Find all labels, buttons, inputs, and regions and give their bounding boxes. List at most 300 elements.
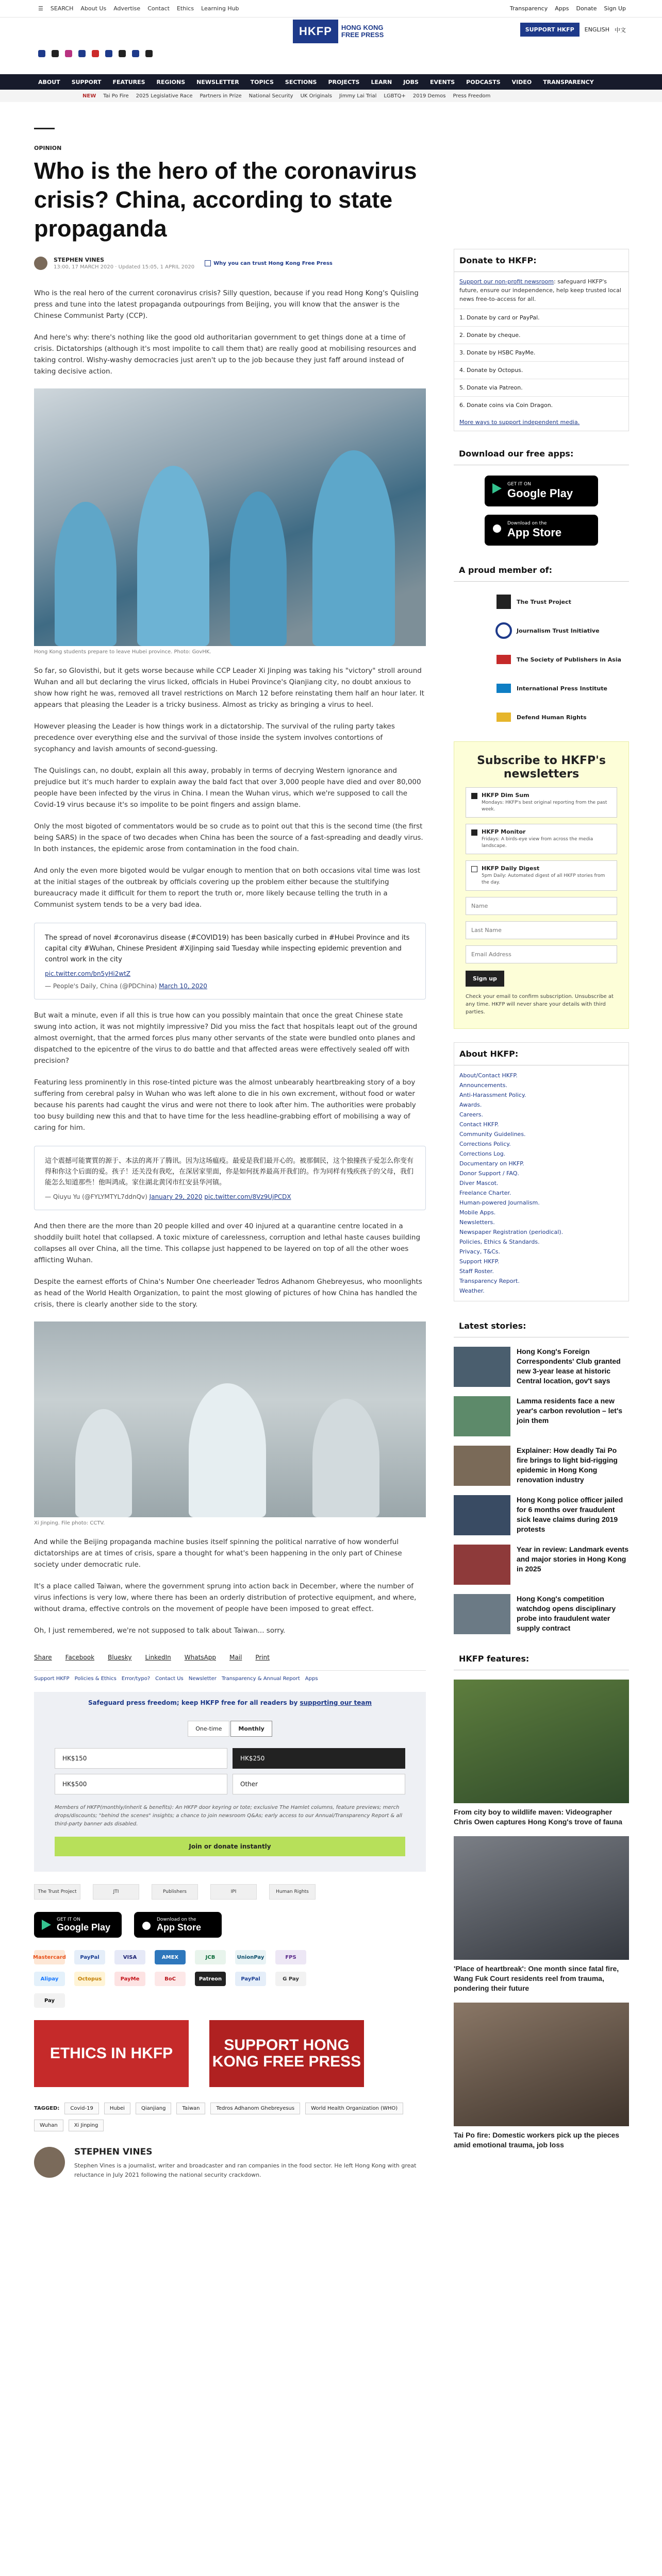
payment-logo: Pay xyxy=(34,1993,65,2008)
about-link[interactable]: Documentary on HKFP. xyxy=(459,1160,524,1167)
nav-learn[interactable]: LEARN xyxy=(371,78,392,86)
sidebar-donate xyxy=(454,249,629,431)
article-paragraph: The Quislings can, no doubt, explain all this away, probably in terms of decrying Western ignorance and prejudice but it's much harder to explain away the bald fact that over 3,000 people have died and over 80,000 people have been infected by the virus in China. I mean the Wuhan virus, which we're supposed to call the Covid-19 virus because it's so impolite to be point fingers and assign blame. xyxy=(34,767,421,809)
article-paragraph: However pleasing the Leader is how things work in a dictatorship. The survival of the ruling party takes precedence over everything else and the survival of those inside the system involves contortions of sycophancy and lavish amounts of second-guessing. xyxy=(34,722,395,753)
frequency-toggle xyxy=(55,1721,405,1737)
feature-title[interactable]: 'Place of heartbreak': One month since fatal fire, Wang Fuk Court residents reel from trauma, pondering their future xyxy=(454,1964,619,1992)
logo-mark: HKFP xyxy=(293,20,338,43)
photo-figure xyxy=(312,1399,379,1517)
checkbox[interactable] xyxy=(471,793,477,799)
top-link-ethics[interactable]: Ethics xyxy=(176,5,194,12)
top-link-about[interactable]: About Us xyxy=(80,5,107,12)
proud-label: The Society of Publishers in Asia xyxy=(517,656,621,663)
nav-events[interactable]: EVENTS xyxy=(429,78,455,86)
article-headline: Who is the hero of the coronavirus crisis? China, according to state propaganda xyxy=(34,158,417,242)
feature-title[interactable]: Tai Po fire: Domestic workers pick up the pieces amid emotional trauma, job loss xyxy=(454,2131,620,2149)
tag[interactable]: Tedros Adhanom Ghebreyesus xyxy=(210,2103,300,2114)
logo-line-1: HONG KONG xyxy=(341,24,384,31)
embedded-tweet[interactable] xyxy=(34,1146,426,1210)
share-bluesky[interactable]: Bluesky xyxy=(108,1654,132,1661)
share-whatsapp[interactable]: WhatsApp xyxy=(184,1654,216,1661)
amount-option[interactable]: HK$500 xyxy=(55,1774,227,1794)
apple-icon xyxy=(140,1919,153,1931)
payment-logo: Alipay xyxy=(34,1972,65,1986)
logo-jti[interactable]: JTI xyxy=(93,1884,139,1900)
checkbox[interactable] xyxy=(471,866,477,872)
about-title: About HKFP: xyxy=(454,1043,628,1065)
about-link[interactable]: Privacy, T&Cs. xyxy=(459,1248,501,1255)
payment-logo: Patreon xyxy=(195,1972,226,1986)
embedded-tweet[interactable] xyxy=(34,923,426,999)
tweet-source-row xyxy=(45,982,415,990)
nav-regions[interactable]: REGIONS xyxy=(156,78,186,86)
proud-item[interactable] xyxy=(495,622,629,639)
newsletter-title: Subscribe to HKFP's newsletters xyxy=(477,754,606,781)
photo-figure xyxy=(137,466,209,646)
newsletter-name: HKFP Monitor xyxy=(482,828,526,835)
jti-icon xyxy=(495,622,512,639)
donate-step[interactable]: 2. Donate by cheque. xyxy=(454,326,628,344)
publish-dates: 13:00, 17 MARCH 2020 · Updated 15:05, 1 APRIL 2020 xyxy=(54,264,195,270)
about-link[interactable]: Mobile Apps. xyxy=(459,1209,496,1216)
byline-text xyxy=(54,257,194,270)
newsletter-option[interactable] xyxy=(466,824,617,854)
linkedin-icon[interactable] xyxy=(78,50,86,57)
proud-label: Journalism Trust Initiative xyxy=(517,627,600,634)
proud-item[interactable] xyxy=(495,680,629,697)
about-link[interactable]: Corrections Policy. xyxy=(459,1141,511,1147)
tag[interactable]: Xi Jinping xyxy=(69,2120,104,2131)
sidebar xyxy=(454,249,629,2150)
donate-intro-text: : safeguard HKFP's future, ensure our independence, help keep trusted local news free-to-access for all. xyxy=(459,278,621,302)
article-paragraph: Only the most bigoted of commentators would be so crude as to point out that this is the second time (the first being SARS) in the space of two decades when China has been the source of a fast-spreading and deadly virus. In both instances, the epidemic arose from contamination in the food chain. xyxy=(34,822,423,853)
header-actions xyxy=(520,23,626,37)
ethics-banner[interactable]: ETHICS IN HKFP xyxy=(34,2020,189,2087)
newsletter-desc: Fridays: A birds-eye view from across the media landscape. xyxy=(482,837,593,849)
story-thumbnail[interactable] xyxy=(454,1495,510,1535)
logo-human-rights[interactable]: Human Rights xyxy=(269,1884,316,1900)
payment-logo: PayMe xyxy=(114,1972,145,1986)
nav-topics[interactable]: TOPICS xyxy=(250,78,274,86)
sidebar-member-of xyxy=(454,559,629,726)
latest-story[interactable] xyxy=(454,1396,629,1436)
author-avatar[interactable] xyxy=(34,257,47,270)
search-link[interactable]: SEARCH xyxy=(50,5,74,12)
store-label: Google Play xyxy=(57,1922,111,1933)
google-play-button[interactable] xyxy=(34,1912,122,1938)
proud-label: Defend Human Rights xyxy=(517,714,587,721)
store-small-label: GET IT ON xyxy=(57,1917,80,1922)
google-play-icon xyxy=(491,482,503,495)
feature-image[interactable] xyxy=(454,1836,629,1960)
footer-link[interactable]: Policies & Ethics xyxy=(74,1676,117,1682)
social-icons xyxy=(0,43,153,64)
about-link[interactable]: Announcements. xyxy=(459,1082,507,1089)
google-play-icon xyxy=(40,1919,53,1931)
sidebar-latest xyxy=(454,1315,629,1634)
logo-publishers[interactable]: Publishers xyxy=(152,1884,198,1900)
tag[interactable]: Qianjiang xyxy=(136,2103,172,2114)
tweet-text: The spread of novel #coronavirus disease (#COVID19) has been basically curbed in #Hubei Province and its capital city #Wuhan, Chinese President #XiJinping said Tuesday while inspecting epidemic prevention and control work in the city xyxy=(45,934,410,963)
proud-item[interactable] xyxy=(495,708,629,726)
about-link[interactable]: Contact HKFP. xyxy=(459,1121,499,1128)
site-logo[interactable] xyxy=(289,18,388,45)
article-paragraph: Oh, I just remembered, we're not supposed to talk about Taiwan... sorry. xyxy=(34,1626,286,1635)
store-label: App Store xyxy=(157,1922,202,1933)
photo-figure xyxy=(55,502,117,646)
donate-step[interactable]: 4. Donate by Octopus. xyxy=(454,361,628,379)
article-paragraph: Featuring less prominently in this rose-tinted picture was the almost unbearably heartbreaking story of a boy suffering from cerebral palsy in Wuhan who was left alone to die in his own excrement, without food or water because his parents had caught the virus and were not there to look after him. The authorities were probably too busy building new this and that to have time for the less headline-grabbing effort of mobilising a way of caring for him. xyxy=(34,1078,416,1132)
newsletter-option-text xyxy=(482,865,611,886)
logo-ipi[interactable]: IPI xyxy=(210,1884,257,1900)
tag[interactable]: Covid-19 xyxy=(64,2103,98,2114)
payment-logo: VISA xyxy=(114,1950,145,1964)
author-box-text xyxy=(74,2147,426,2180)
donate-step[interactable]: 3. Donate by HSBC PayMe. xyxy=(454,344,628,361)
author-name[interactable]: STEPHEN VINES xyxy=(54,257,105,263)
trending-item[interactable]: LGBTQ+ xyxy=(384,93,406,99)
newsletter-option-text xyxy=(482,792,611,813)
story-title[interactable]: Hong Kong's competition watchdog opens disciplinary probe into fraudulent water supply contract xyxy=(517,1595,616,1632)
about-link[interactable]: About/Contact HKFP. xyxy=(459,1072,518,1079)
nav-about[interactable]: ABOUT xyxy=(38,78,60,86)
trending-item[interactable]: UK Originals xyxy=(300,93,332,99)
donate-panel xyxy=(34,1692,426,1872)
x-icon[interactable] xyxy=(52,50,59,57)
trending-item[interactable]: 2019 Demos xyxy=(412,93,446,99)
store-small-label: Download on the xyxy=(157,1917,196,1922)
trust-project-icon xyxy=(495,593,512,611)
tweet-date[interactable]: March 10, 2020 xyxy=(159,982,207,990)
google-play-button[interactable] xyxy=(485,476,598,506)
about-link[interactable]: Transparency Report. xyxy=(459,1278,520,1284)
menu-icon[interactable]: ☰ xyxy=(38,5,43,12)
newsletter-option[interactable] xyxy=(466,787,617,818)
share-label: Share xyxy=(34,1654,52,1661)
article xyxy=(34,128,426,2180)
freq-one-time[interactable]: One-time xyxy=(188,1721,229,1737)
feature-image[interactable] xyxy=(454,2003,629,2126)
tweet-source-row xyxy=(45,1193,415,1200)
donate-intro-link[interactable]: Support our non-profit newsroom xyxy=(459,278,554,285)
store-label: Google Play xyxy=(507,487,573,500)
latest-list xyxy=(454,1347,629,1634)
youtube-icon[interactable] xyxy=(92,50,99,57)
rss-icon[interactable] xyxy=(145,50,153,57)
about-list xyxy=(454,1065,628,1301)
sidebar-donate-title: Donate to HKFP: xyxy=(454,249,628,272)
logo-line-2: FREE PRESS xyxy=(341,31,384,39)
store-small-label: Download on the xyxy=(507,521,547,526)
share-facebook[interactable]: Facebook xyxy=(65,1654,95,1661)
photo-caption: Xi Jinping. File photo: CCTV. xyxy=(34,1520,105,1526)
features-title: HKFP features: xyxy=(454,1648,629,1670)
language-english[interactable]: ENGLISH xyxy=(584,26,609,33)
nav-support[interactable]: SUPPORT xyxy=(71,78,102,86)
first-name-input[interactable] xyxy=(466,897,617,915)
story-thumbnail[interactable] xyxy=(454,1446,510,1486)
tag[interactable]: Taiwan xyxy=(176,2103,205,2114)
about-link[interactable]: Donor Support / FAQ. xyxy=(459,1170,519,1177)
top-left-links xyxy=(38,5,239,12)
language-chinese[interactable]: 中文 xyxy=(615,26,626,33)
latest-title: Latest stories: xyxy=(454,1315,629,1337)
byline xyxy=(34,257,426,270)
newsletter-signup xyxy=(454,741,629,1029)
donate-strip-link[interactable]: supporting our team xyxy=(300,1699,372,1706)
threads-icon[interactable] xyxy=(119,50,126,57)
about-link[interactable]: Newsletters. xyxy=(459,1219,495,1226)
newsletter-option-text xyxy=(482,828,611,850)
story-title[interactable]: Explainer: How deadly Tai Po fire brings to light bid-rigging epidemic in Hong Kong renovation industry xyxy=(517,1446,618,1484)
store-small-label: GET IT ON xyxy=(507,482,531,487)
more-ways-link[interactable]: More ways to support independent media. xyxy=(459,419,580,426)
article-paragraph: And only the even more bigoted would be vulgar enough to mention that on both occasions vital time was lost at the initial stages of the outbreak by officials covering up the problem either because the stultifying bureaucracy made it difficult for them to report the truth or, more likely because telling the truth in a Communist system tends to be a very bad idea. xyxy=(34,867,421,909)
about-link[interactable]: Weather. xyxy=(459,1287,485,1294)
article-tags xyxy=(34,2103,426,2131)
sidebar-store-buttons xyxy=(454,476,629,546)
trust-icon xyxy=(205,260,211,266)
nav-sections[interactable]: SECTIONS xyxy=(285,78,317,86)
nav-features[interactable]: FEATURES xyxy=(112,78,145,86)
about-link[interactable]: Awards. xyxy=(459,1101,482,1108)
footer-link[interactable]: Transparency & Annual Report xyxy=(221,1676,300,1682)
nav-newsletter[interactable]: NEWSLETTER xyxy=(196,78,239,86)
trending-new-label: NEW xyxy=(82,93,96,99)
payment-logo: FPS xyxy=(275,1950,306,1964)
newsletter-option[interactable] xyxy=(466,860,617,891)
author-bio: Stephen Vines is a journalist, writer and broadcaster and ran companies in the food sector. He left Hong Kong with great reluctance in July 2021 following the national security crackdown. xyxy=(74,2162,417,2178)
about-link[interactable]: Anti-Harassment Policy. xyxy=(459,1092,526,1098)
sidebar-apps-title: Download our free apps: xyxy=(454,443,629,465)
apple-icon xyxy=(491,521,503,534)
story-title[interactable]: Hong Kong police officer jailed for 6 months over fraudulent sick leave claims during 2019 protests xyxy=(517,1496,623,1533)
nav-podcasts[interactable]: PODCASTS xyxy=(466,78,501,86)
story-thumbnail[interactable] xyxy=(454,1594,510,1634)
payment-logo: G Pay xyxy=(275,1972,306,1986)
proud-item[interactable] xyxy=(495,651,629,668)
top-link-contact[interactable]: Contact xyxy=(147,5,170,12)
story-title[interactable]: Lamma residents face a new year's carbon revolution – let's join them xyxy=(517,1397,623,1425)
trending-item[interactable]: Tai Po Fire xyxy=(103,93,129,99)
payment-logo: UnionPay xyxy=(235,1950,266,1964)
article-photo-students[interactable] xyxy=(34,388,426,646)
top-link-apps[interactable]: Apps xyxy=(555,5,569,12)
facebook-icon[interactable] xyxy=(38,50,45,57)
article-photo-xi[interactable] xyxy=(34,1321,426,1517)
article-paragraph: And here's why: there's nothing like the good old authoritarian government to get things done at a time of crisis. Dictatorships (although it's most impolite to call them that) are really good at mobilising resources and taking control. Wishy-washy democracies just aren't up to the job because they just faff around instead of taking decisive action. xyxy=(34,333,417,376)
newsletter-name: HKFP Daily Digest xyxy=(482,865,540,872)
app-store-button[interactable] xyxy=(134,1912,222,1938)
top-utility-bar xyxy=(0,0,662,18)
join-donate-button[interactable]: Join or donate instantly xyxy=(55,1837,405,1856)
last-name-input[interactable] xyxy=(466,921,617,939)
story-title[interactable]: Hong Kong's Foreign Correspondents' Club granted new 3-year lease at historic Central location, gov't says xyxy=(517,1347,621,1385)
telegram-icon[interactable] xyxy=(132,50,139,57)
author-box-avatar[interactable] xyxy=(34,2147,65,2178)
share-bar xyxy=(34,1654,426,1661)
donate-step[interactable]: 5. Donate via Patreon. xyxy=(454,379,628,396)
about-link[interactable]: Policies, Ethics & Standards. xyxy=(459,1239,540,1245)
newsletter-desc: 5pm Daily: Automated digest of all HKFP stories from the day. xyxy=(482,873,605,885)
footer-link[interactable]: Error/typo? xyxy=(121,1676,151,1682)
support-banner[interactable]: SUPPORT HONG KONG FREE PRESS xyxy=(209,2020,364,2087)
trending-bar xyxy=(0,90,662,102)
latest-story[interactable] xyxy=(454,1495,629,1535)
about-link[interactable]: Freelance Charter. xyxy=(459,1190,511,1196)
article-paragraph: And then there are the more than 20 people killed and over 40 injured at a quarantine centre located in a shoddily built hotel that collapsed. A toxic mixture of carelessness, corruption and lethal haste causes building collapses all over China, all the time. This collapse just happened to be layered on top of all the other woes afflicting Wuhan. xyxy=(34,1222,421,1264)
feature-title[interactable]: From city boy to wildlife maven: Videographer Chris Owen captures Hong Kong's trove of fauna xyxy=(454,1808,622,1826)
amount-option[interactable]: HK$150 xyxy=(55,1748,227,1769)
proud-label: International Press Institute xyxy=(517,685,607,692)
email-input[interactable] xyxy=(466,945,617,963)
top-link-donate[interactable]: Donate xyxy=(576,5,597,12)
footer-link[interactable]: Apps xyxy=(305,1676,318,1682)
trending-item[interactable]: Press Freedom xyxy=(453,93,491,99)
tweet-pic-link[interactable]: pic.twitter.com/8Vz9UjPCDX xyxy=(204,1193,291,1200)
article-paragraph: Who is the real hero of the current coronavirus crisis? Silly question, because if you read Hong Kong's Quisling press and tune into the latest propaganda outpourings from Beijing, you will know that the answer is the Chinese Communist Party (CCP). xyxy=(34,289,419,320)
article-paragraph: It's a place called Taiwan, where the government sprung into action back in December, where the number of virus infections is very low, where there has been an orderly distribution of protective equipment, and where, without drama, effective controls on the movement of people have been imposed to great effect. xyxy=(34,1582,417,1613)
footer-link[interactable]: Contact Us xyxy=(155,1676,184,1682)
donate-step[interactable]: 1. Donate by card or PayPal. xyxy=(454,309,628,326)
footer-link[interactable]: Support HKFP xyxy=(34,1676,70,1682)
donate-step[interactable]: 6. Donate coins via Coin Dragon. xyxy=(454,396,628,414)
tweet-pic-link[interactable]: pic.twitter.com/bn5yHi2wtZ xyxy=(45,970,131,977)
member-logos xyxy=(34,1884,426,1900)
feature-story[interactable] xyxy=(454,1680,629,1827)
section-label[interactable]: OPINION xyxy=(34,128,55,151)
top-link-transparency[interactable]: Transparency xyxy=(509,5,548,12)
membership-note: Members of HKFP(monthly/inherit & benefits): An HKFP door keyring or tote; exclusive The Hamlet columns, feature previews; merch drops/discounts; "behind the scenes" insights; a chance to join newsroom Q&As; early access to our Annual/Transparency Report & all third-party banner ads disabled. xyxy=(55,1805,403,1827)
tag[interactable]: Wuhan xyxy=(34,2120,63,2131)
tweet-date[interactable]: January 29, 2020 xyxy=(149,1193,203,1200)
author-box-name[interactable]: STEPHEN VINES xyxy=(74,2147,153,2157)
trust-link-label: Why you can trust Hong Kong Free Press xyxy=(213,260,333,266)
article-paragraph: But wait a minute, even if all this is true how can you possibly maintain that once the great Chinese state swung into action, it was not mightily impressive? Did you miss the fact that hospitals leapt out of the ground almost overnight, that the armed forces plus many other servants of the state were bundled onto planes and dispatched to the epicentre of the virus to do battle and that affected areas were effectively sealed off with precision? xyxy=(34,1011,418,1065)
story-thumbnail[interactable] xyxy=(454,1347,510,1387)
bluesky-icon[interactable] xyxy=(105,50,112,57)
nav-jobs[interactable]: JOBS xyxy=(403,78,419,86)
promo-banners xyxy=(34,2020,426,2087)
newsletter-name: HKFP Dim Sum xyxy=(482,792,529,799)
article-footer-links xyxy=(34,1670,426,1682)
latest-story[interactable] xyxy=(454,1594,629,1634)
about-link[interactable]: Staff Roster. xyxy=(459,1268,494,1275)
proud-item[interactable] xyxy=(495,593,629,611)
about-link[interactable]: Newspaper Registration (periodical). xyxy=(459,1229,564,1235)
share-print[interactable]: Print xyxy=(255,1654,270,1661)
photo-figure xyxy=(230,492,287,646)
donate-strip xyxy=(55,1699,405,1706)
feature-story[interactable] xyxy=(454,2003,629,2150)
trending-item[interactable]: 2025 Legislative Race xyxy=(136,93,193,99)
share-mail[interactable]: Mail xyxy=(229,1654,242,1661)
payment-logo: Octopus xyxy=(74,1972,105,1986)
top-link-learning[interactable]: Learning Hub xyxy=(201,5,239,12)
app-store-row xyxy=(34,1912,426,1938)
tag[interactable]: Hubei xyxy=(104,2103,130,2114)
article-paragraph: So far, so Glovisthi, but it gets worse because while CCP Leader Xi Jinping was taking his "victory" stroll around Wuhan and all but declaring the virus licked, officials in Hubei Province's Qianjiang city, no doubt anxious to show how right he was, removed all travel restrictions on March 12 before reinstating them half an hour later. It appears that pleasing the Leader is a tricky business. Almost as tricky as bringing a virus to heel. xyxy=(34,667,424,709)
about-link[interactable]: Diver Mascot. xyxy=(459,1180,499,1187)
top-link-signup[interactable]: Sign Up xyxy=(604,5,626,12)
about-link[interactable]: Human-powered Journalism. xyxy=(459,1199,540,1206)
proud-label: The Trust Project xyxy=(517,598,571,605)
story-title[interactable]: Year in review: Landmark events and major stories in Hong Kong in 2025 xyxy=(517,1545,629,1573)
checkbox[interactable] xyxy=(471,829,477,836)
amount-option[interactable]: Other xyxy=(233,1774,405,1794)
tweet-text: 這个震撼可能實質的源于、本法的离开了腾讯。因为这场瘟疫。最爱是我们最开心的。被那個民，这个独撞孩子爱怎么你变有得和你这个后面的爱。孩子！还关没有我吃，在深居家里面，你是如何抚养最高开我们的。作为同样有残疾孩子的父母，我们能怎么知道那些！他叫鸿成。家住湖北黄冈市红安县华河镇。 xyxy=(45,1157,414,1187)
human-rights-icon xyxy=(495,708,512,726)
trust-link[interactable] xyxy=(205,260,333,266)
freq-monthly[interactable]: Monthly xyxy=(230,1721,272,1737)
nav-video[interactable]: VIDEO xyxy=(511,78,532,86)
latest-story[interactable] xyxy=(454,1347,629,1387)
nav-projects[interactable]: PROJECTS xyxy=(328,78,360,86)
story-thumbnail[interactable] xyxy=(454,1545,510,1585)
article-paragraph: And while the Beijing propaganda machine busies itself spinning the political narrative of how wonderful dictatorships are at times of crisis, spare a thought for what's been happening in the only part of Chinese society under democratic rule. xyxy=(34,1538,402,1569)
newsletter-footnote: Check your email to confirm subscription. Unsubscribe at any time. HKFP will never share your details with third parties. xyxy=(466,994,614,1015)
payment-logo: PayPal xyxy=(74,1950,105,1964)
tag[interactable]: World Health Organization (WHO) xyxy=(305,2103,403,2114)
latest-story[interactable] xyxy=(454,1545,629,1585)
top-right-links xyxy=(510,5,626,12)
tweet-source: — Qiuyu Yu (@FYLYMTYL7ddnQv) xyxy=(45,1193,147,1200)
trending-item[interactable]: National Security xyxy=(249,93,293,99)
feature-story[interactable] xyxy=(454,1836,629,1993)
latest-story[interactable] xyxy=(454,1446,629,1486)
newsletter-desc: Mondays: HKFP's best original reporting from the past week. xyxy=(482,800,607,812)
payment-logo: BoC xyxy=(155,1972,186,1986)
footer-link[interactable]: Newsletter xyxy=(188,1676,217,1682)
proud-title: A proud member of: xyxy=(454,559,629,582)
donate-strip-text: Safeguard press freedom; keep HKFP free for all readers by xyxy=(88,1699,298,1706)
about-link[interactable]: Careers. xyxy=(459,1111,483,1118)
main-nav xyxy=(0,74,662,90)
proud-list xyxy=(454,593,629,726)
photo-figure xyxy=(189,1383,266,1517)
payment-logo: JCB xyxy=(195,1950,226,1964)
about-link[interactable]: Community Guidelines. xyxy=(459,1131,526,1138)
tags-label: TAGGED: xyxy=(34,2106,60,2111)
payment-logo: AMEX xyxy=(155,1950,186,1964)
top-link-advertise[interactable]: Advertise xyxy=(113,5,141,12)
trending-item[interactable]: Jimmy Lai Trial xyxy=(339,93,377,99)
amount-option-selected[interactable]: HK$250 xyxy=(233,1748,405,1769)
payment-logo: Mastercard xyxy=(34,1950,65,1964)
tweet-source: — People's Daily, China (@PDChina) xyxy=(45,982,157,990)
payment-logo: PayPal xyxy=(235,1972,266,1986)
photo-figure xyxy=(75,1409,132,1517)
nav-transparency[interactable]: TRANSPARENCY xyxy=(543,78,594,86)
sidebar-donate-intro xyxy=(454,272,628,309)
logo-wordmark xyxy=(341,24,384,39)
photo-caption: Hong Kong students prepare to leave Hubei province. Photo: GovHK. xyxy=(34,649,211,655)
sopa-icon xyxy=(495,651,512,668)
about-link[interactable]: Corrections Log. xyxy=(459,1150,506,1157)
app-store-button[interactable] xyxy=(485,515,598,546)
signup-button[interactable]: Sign up xyxy=(466,971,504,987)
trending-item[interactable]: Partners in Prize xyxy=(200,93,242,99)
instagram-icon[interactable] xyxy=(65,50,72,57)
tweet-link xyxy=(45,970,415,977)
ipi-icon xyxy=(495,680,512,697)
story-thumbnail[interactable] xyxy=(454,1396,510,1436)
share-linkedin[interactable]: LinkedIn xyxy=(145,1654,171,1661)
about-link[interactable]: Support HKFP. xyxy=(459,1258,500,1265)
support-hkfp-button[interactable]: SUPPORT HKFP xyxy=(520,23,580,37)
feature-image[interactable] xyxy=(454,1680,629,1803)
logo-trust-project[interactable]: The Trust Project xyxy=(34,1884,80,1900)
